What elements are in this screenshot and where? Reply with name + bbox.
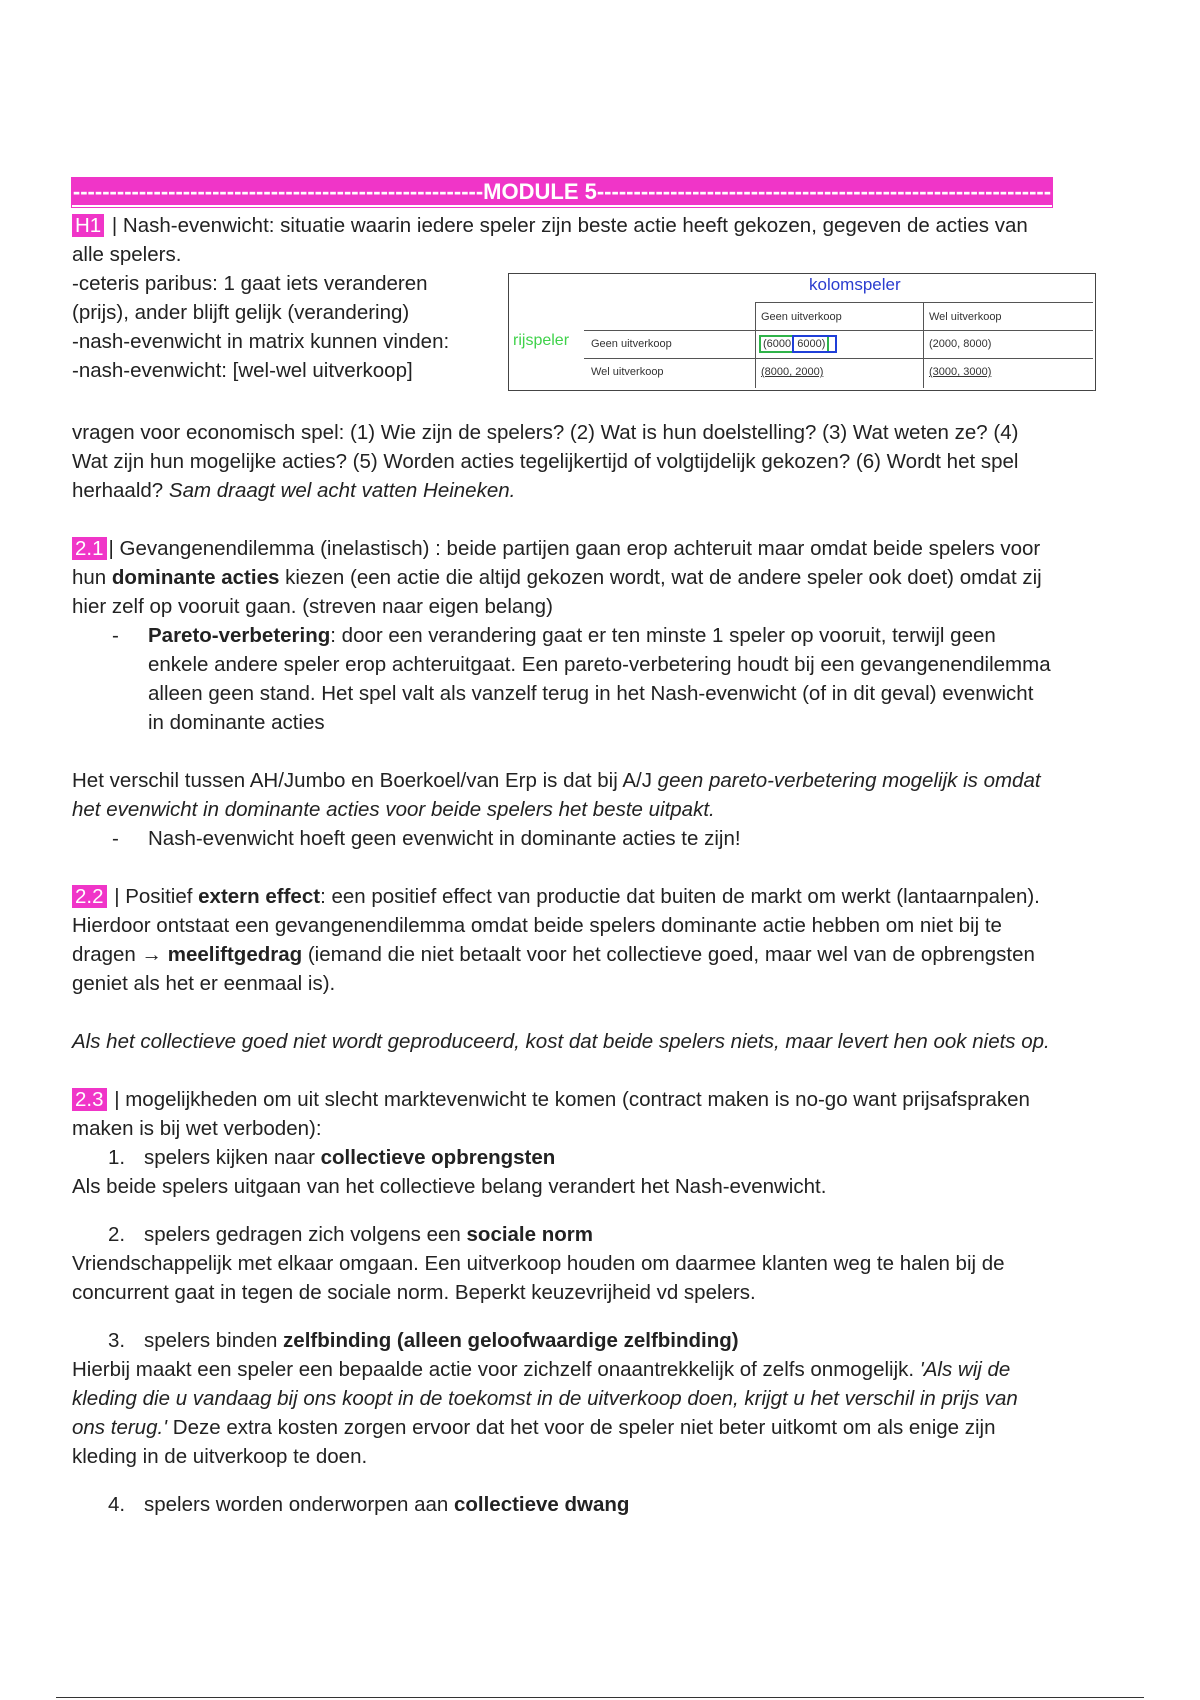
section-tag-21: 2.1: [72, 537, 107, 560]
pareto-term: Pareto-verbetering: [148, 624, 331, 647]
option-3-quote: 'Als wij de kleding die u vandaag bij ons koopt in de toekomst in de uitverkoop doen, krijgt u het verschil in prijs van ons terug.': [72, 1358, 1018, 1439]
list-item-text: spelers worden onderworpen aan: [144, 1493, 454, 1516]
section-22-text-c: (iemand die niet betaalt voor het collectieve goed, maar wel van de opbrengsten geniet als het er eenmaal is).: [72, 943, 1035, 995]
questions-mnemonic: Sam draagt wel acht vatten Heineken.: [168, 479, 516, 502]
h1-notes: [72, 269, 492, 385]
section-tag-23: 2.3: [72, 1088, 107, 1111]
section-21-text-a: Gevangenendilemma (inelastisch) : beide partijen gaan erop achteruit maar omdat beide spelers voor hun: [72, 537, 1041, 589]
pareto-text: : door een verandering gaat er ten minste 1 speler op vooruit, terwijl geen enkele andere speler erop achteruitgaat. Een pareto-verbetering houdt bij een gevangenendilemma alleen geen stand. Het spel valt als vanzelf terug in het Nash-evenwicht (of in dit geval) evenwicht in dominante acties: [148, 624, 1051, 734]
matrix-col-player: kolomspeler: [809, 275, 901, 294]
section-tag-h1: H1: [72, 214, 104, 237]
module-dashes-right: --------------------------------------------------------------: [596, 179, 1052, 204]
list-item: - Nash-evenwicht hoeft geen evenwicht in dominante acties te zijn!: [112, 824, 1052, 853]
section-tag-22: 2.2: [72, 885, 107, 908]
module-dashes-left: --------------------------------------------------------: [72, 179, 484, 204]
difference-text: Het verschil tussen AH/Jumbo en Boerkoel/van Erp is dat bij A/J: [72, 769, 658, 792]
matrix-col-header: Geen uitverkoop: [761, 311, 842, 323]
section-21-bullets: [72, 621, 1052, 737]
spacer: [72, 998, 1052, 1027]
matrix-row-header: Wel uitverkoop: [591, 366, 664, 378]
list-number: 3.: [108, 1329, 126, 1352]
document-page: [72, 178, 1052, 1519]
module-title: MODULE 5: [483, 179, 597, 204]
section-22-text-a: | Positief: [108, 885, 199, 908]
matrix-cell: (2000, 8000): [929, 338, 992, 350]
section-21-bold: dominante acties: [111, 566, 280, 589]
list-item-text: spelers binden: [144, 1329, 284, 1352]
difference-bullets: [72, 824, 1052, 853]
difference-paragraph: [72, 766, 1052, 824]
option-3-explanation: [72, 1355, 1052, 1471]
section-21-paragraph: 2.1 | Gevangenendilemma (inelastisch) : beide partijen gaan erop achteruit maar omdat beide spelers voor hun dominante acties kiezen (een actie die altijd gekozen wordt, wat de andere speler ook doet) omdat zij hier zelf op vooruit gaan. (streven naar eigen belang): [72, 537, 1042, 618]
section-22-bold2: meeliftgedrag: [167, 943, 303, 966]
section-23-paragraph: [72, 1085, 1052, 1143]
h1-note-line: -nash-evenwicht: [wel-wel uitverkoop]: [72, 359, 413, 382]
option-3-text-b: Deze extra kosten zorgen ervoor dat het voor de speler niet beter uitkomt om als enige zijn kleding in de uitverkoop te doen.: [72, 1416, 996, 1468]
list-item: [72, 1490, 1052, 1519]
list-item: [72, 1220, 1052, 1249]
questions-text: vragen voor economisch spel: (1) Wie zijn de spelers? (2) Wat is hun doelstelling? (3) Wat weten ze? (4) Wat zijn hun mogelijke acties? (5) Worden acties tegelijkertijd of volgtijdelijk gekozen? (6) Wordt het spel herhaald?: [72, 421, 1019, 502]
section-22-italic: Als het collectieve goed niet wordt geproduceerd, kost dat beide spelers niets, maar levert hen ook niets op.: [72, 1030, 1050, 1053]
list-item: [72, 1143, 1052, 1172]
list-item-bold: collectieve opbrengsten: [320, 1146, 556, 1169]
spacer: [72, 387, 1052, 418]
h1-twocol: [72, 269, 1052, 387]
difference-italic: geen pareto-verbetering mogelijk is omdat het evenwicht in dominante acties voor beide spelers het beste uitpakt.: [72, 769, 1041, 821]
section-22-paragraph: [72, 882, 1052, 998]
section-22-bold1: extern effect: [198, 885, 321, 908]
list-item: [112, 621, 1052, 737]
list-number: 4.: [108, 1493, 126, 1516]
h1-note-line: -nash-evenwicht in matrix kunnen vinden:: [72, 330, 450, 353]
questions-paragraph: [72, 418, 1052, 505]
matrix-line: [755, 302, 1093, 303]
list-item-bold: zelfbinding (alleen geloofwaardige zelfbinding): [283, 1329, 739, 1352]
list-item-bold: sociale norm: [466, 1223, 593, 1246]
list-item-bold: collectieve dwang: [453, 1493, 630, 1516]
spacer: [72, 1201, 1052, 1220]
module-header-bar: [72, 178, 1052, 207]
payoff-matrix: [508, 273, 1096, 391]
list-item: [72, 1326, 1052, 1355]
matrix-line: [584, 358, 1093, 359]
matrix-cell-highlight: [794, 337, 835, 351]
spacer: [72, 1307, 1052, 1326]
list-item-text: spelers kijken naar: [144, 1146, 321, 1169]
section-23-text: | mogelijkheden om uit slecht marktevenwicht te komen (contract maken is no-go want prijsafspraken maken is bij wet verboden):: [72, 1088, 1030, 1140]
section-21-text-b: kiezen (een actie die altijd gekozen wordt, wat de andere speler ook doet) omdat zij hier zelf op vooruit gaan. (streven naar eigen belang): [72, 566, 1042, 618]
matrix-row-header: Geen uitverkoop: [591, 338, 672, 350]
spacer: [72, 1471, 1052, 1490]
spacer: [72, 737, 1052, 766]
h1-note-line: (prijs), ander blijft gelijk (verandering): [72, 301, 410, 324]
matrix-line: [755, 302, 756, 388]
matrix-cell: (8000, 2000): [761, 366, 824, 378]
spacer: [72, 853, 1052, 882]
spacer: [72, 505, 1052, 534]
list-number: 1.: [108, 1146, 126, 1169]
section-22-text-b: : een positief effect van productie dat buiten de markt om werkt (lantaarnpalen). Hierdoor ontstaat een gevangenendilemma omdat beide spelers dominante actie hebben om niet bij te dragen →: [72, 885, 1040, 966]
matrix-line: [584, 330, 1093, 331]
h1-note-line: -ceteris paribus: 1 gaat iets veranderen: [72, 272, 428, 295]
option-3-text-a: Hierbij maakt een speler een bepaalde actie voor zichzelf onaantrekkelijk of zelfs onmogelijk.: [72, 1358, 920, 1381]
matrix-cell: (3000, 3000): [929, 366, 992, 378]
option-2-explanation: Vriendschappelijk met elkaar omgaan. Een uitverkoop houden om daarmee klanten weg te halen bij de concurrent gaat in tegen de sociale norm. Beperkt keuzevrijheid vd spelers.: [72, 1252, 1005, 1304]
matrix-row-player: rijspeler: [513, 332, 570, 349]
list-item-text: spelers gedragen zich volgens een: [144, 1223, 467, 1246]
list-number: 2.: [108, 1223, 126, 1246]
spacer: [72, 1056, 1052, 1085]
section-h1-text: | Nash-evenwicht: situatie waarin iedere speler zijn beste actie heeft gekozen, gegeven de acties van alle spelers.: [72, 214, 1028, 266]
section-22-italic-paragraph: [72, 1027, 1052, 1056]
matrix-line: [923, 302, 924, 388]
matrix-col-header: Wel uitverkoop: [929, 311, 1002, 323]
page-bottom-rule: [56, 1697, 1144, 1698]
matrix-cell: (6000, 6000): [763, 338, 826, 350]
section-h1-paragraph: [72, 211, 1052, 269]
option-1-explanation: Als beide spelers uitgaan van het collectieve belang verandert het Nash-evenwicht.: [72, 1175, 827, 1198]
